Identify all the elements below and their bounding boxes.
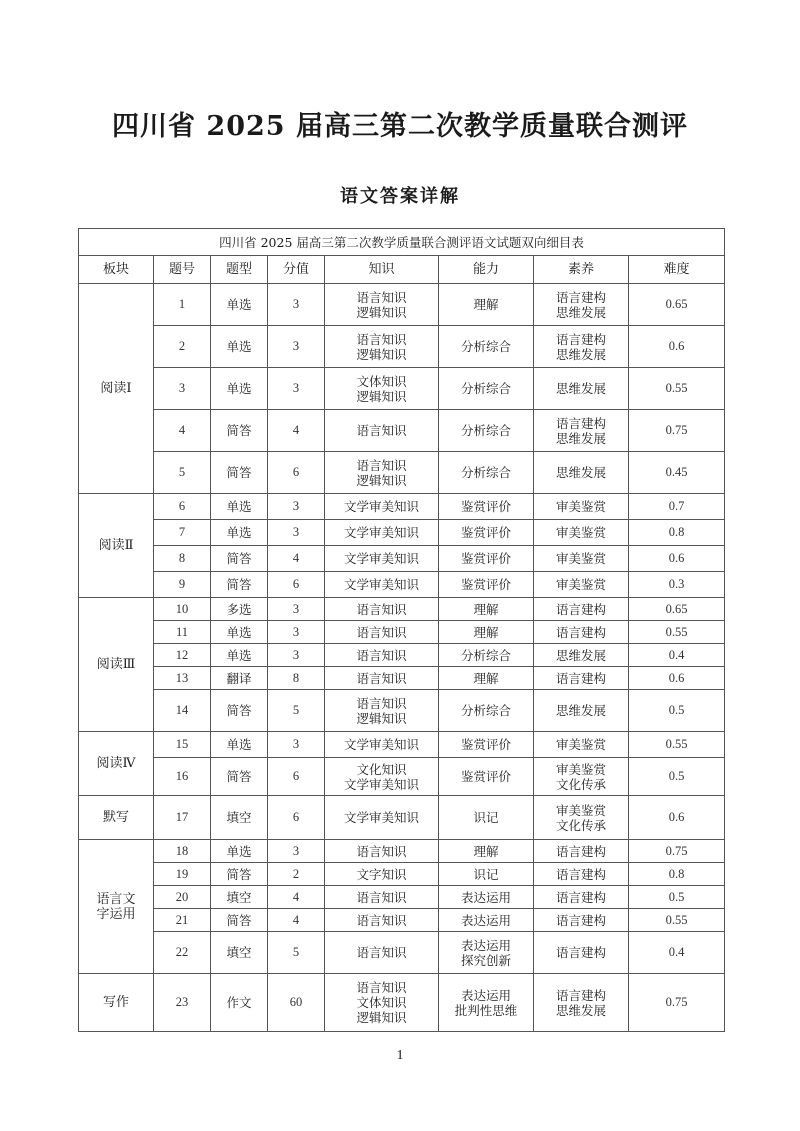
knowledge-line: 文体知识 <box>356 373 407 389</box>
question-type: 单选 <box>211 494 268 520</box>
section-name: 阅读Ⅳ <box>79 732 154 796</box>
difficulty: 0.65 <box>629 284 725 326</box>
literacy-line: 语言建构 <box>555 415 606 431</box>
score: 3 <box>268 368 325 410</box>
ability-line: 分析综合 <box>460 703 511 718</box>
knowledge <box>325 621 439 644</box>
question-number: 17 <box>154 796 211 840</box>
knowledge-line: 语言知识 <box>356 601 407 617</box>
knowledge-line: 文学审美知识 <box>343 810 419 825</box>
question-type: 单选 <box>211 840 268 863</box>
knowledge-line: 逻辑知识 <box>356 304 407 320</box>
ability <box>439 863 534 886</box>
knowledge <box>325 326 439 368</box>
section-name <box>79 840 154 974</box>
section-name: 阅读Ⅰ <box>79 284 154 494</box>
question-number: 19 <box>154 863 211 886</box>
question-type: 翻译 <box>211 667 268 690</box>
ability-line: 表达运用 <box>460 937 511 953</box>
question-type: 作文 <box>211 974 268 1032</box>
ability <box>439 368 534 410</box>
knowledge-line: 语言知识 <box>356 843 407 859</box>
table-row <box>79 932 725 974</box>
table-row <box>79 974 725 1032</box>
knowledge-line: 语言知识 <box>356 912 407 928</box>
score: 5 <box>268 932 325 974</box>
difficulty: 0.3 <box>629 572 725 598</box>
question-type: 简答 <box>211 690 268 732</box>
literacy <box>534 326 629 368</box>
ability-line: 理解 <box>473 843 499 859</box>
knowledge <box>325 546 439 572</box>
question-type: 单选 <box>211 621 268 644</box>
score: 3 <box>268 644 325 667</box>
literacy-line: 思维发展 <box>555 703 606 718</box>
difficulty: 0.45 <box>629 452 725 494</box>
ability <box>439 572 534 598</box>
literacy <box>534 368 629 410</box>
literacy <box>534 452 629 494</box>
ability <box>439 644 534 667</box>
ability <box>439 667 534 690</box>
question-number: 3 <box>154 368 211 410</box>
question-type: 单选 <box>211 520 268 546</box>
knowledge-line: 文字知识 <box>356 866 407 882</box>
literacy-line: 审美鉴赏 <box>555 737 606 752</box>
difficulty: 0.75 <box>629 840 725 863</box>
ability <box>439 732 534 758</box>
score: 2 <box>268 863 325 886</box>
difficulty: 0.4 <box>629 932 725 974</box>
literacy <box>534 546 629 572</box>
question-number: 13 <box>154 667 211 690</box>
table-row <box>79 758 725 796</box>
question-number: 14 <box>154 690 211 732</box>
literacy-line: 文化传承 <box>555 776 606 792</box>
ability-line: 理解 <box>473 297 499 312</box>
score: 3 <box>268 520 325 546</box>
difficulty: 0.8 <box>629 863 725 886</box>
table-row <box>79 690 725 732</box>
table-row <box>79 546 725 572</box>
literacy-line: 思维发展 <box>555 647 606 663</box>
section-name: 默写 <box>79 796 154 840</box>
knowledge-line: 语言知识 <box>356 889 407 905</box>
score: 4 <box>268 410 325 452</box>
ability <box>439 284 534 326</box>
literacy-line: 思维发展 <box>555 381 606 396</box>
literacy-line: 审美鉴赏 <box>555 802 606 818</box>
knowledge-line: 文学审美知识 <box>343 737 419 752</box>
question-type: 简答 <box>211 909 268 932</box>
question-type: 简答 <box>211 758 268 796</box>
knowledge-line: 逻辑知识 <box>356 1010 407 1025</box>
difficulty: 0.55 <box>629 909 725 932</box>
literacy <box>534 572 629 598</box>
difficulty: 0.55 <box>629 368 725 410</box>
knowledge <box>325 732 439 758</box>
ability-line: 鉴赏评价 <box>460 737 511 752</box>
score: 60 <box>268 974 325 1032</box>
question-number: 20 <box>154 886 211 909</box>
literacy <box>534 494 629 520</box>
knowledge-line: 逻辑知识 <box>356 388 407 404</box>
difficulty: 0.5 <box>629 886 725 909</box>
ability-line: 理解 <box>473 670 499 686</box>
score: 6 <box>268 572 325 598</box>
question-number: 23 <box>154 974 211 1032</box>
literacy <box>534 732 629 758</box>
literacy <box>534 974 629 1032</box>
question-type: 单选 <box>211 284 268 326</box>
knowledge-line: 语言知识 <box>356 945 407 960</box>
question-type: 简答 <box>211 546 268 572</box>
header-cell: 题型 <box>211 256 268 284</box>
question-number: 4 <box>154 410 211 452</box>
ability-line: 识记 <box>473 810 499 825</box>
table-row <box>79 667 725 690</box>
ability <box>439 410 534 452</box>
question-type: 填空 <box>211 886 268 909</box>
knowledge-line: 文体知识 <box>356 995 407 1010</box>
score: 6 <box>268 452 325 494</box>
literacy <box>534 840 629 863</box>
question-type: 单选 <box>211 326 268 368</box>
spec-table <box>78 228 725 1032</box>
literacy <box>534 886 629 909</box>
knowledge-line: 语言知识 <box>356 647 407 663</box>
table-caption: 四川省 2025 届高三第二次教学质量联合测评语文试题双向细目表 <box>79 229 725 256</box>
table-row <box>79 840 725 863</box>
ability <box>439 494 534 520</box>
knowledge <box>325 644 439 667</box>
knowledge <box>325 368 439 410</box>
ability <box>439 796 534 840</box>
difficulty: 0.55 <box>629 732 725 758</box>
literacy-line: 语言建构 <box>555 945 606 960</box>
literacy-line: 语言建构 <box>555 331 606 347</box>
literacy-line: 思维发展 <box>555 1002 606 1018</box>
knowledge-line: 逻辑知识 <box>356 346 407 362</box>
difficulty: 0.55 <box>629 621 725 644</box>
ability <box>439 758 534 796</box>
section-name-line: 语言文 <box>96 891 136 907</box>
score: 3 <box>268 621 325 644</box>
literacy <box>534 520 629 546</box>
question-type: 简答 <box>211 452 268 494</box>
ability <box>439 840 534 863</box>
table-header-row <box>79 256 725 284</box>
knowledge <box>325 598 439 621</box>
score: 6 <box>268 796 325 840</box>
table-row <box>79 621 725 644</box>
question-number: 7 <box>154 520 211 546</box>
knowledge <box>325 284 439 326</box>
question-number: 22 <box>154 932 211 974</box>
literacy <box>534 863 629 886</box>
literacy-line: 语言建构 <box>555 987 606 1003</box>
ability-line: 鉴赏评价 <box>460 577 511 592</box>
literacy-line: 语言建构 <box>555 601 606 617</box>
ability-line: 分析综合 <box>460 647 511 663</box>
difficulty: 0.7 <box>629 494 725 520</box>
difficulty: 0.75 <box>629 974 725 1032</box>
literacy <box>534 621 629 644</box>
difficulty: 0.4 <box>629 644 725 667</box>
ability-line: 表达运用 <box>460 987 511 1003</box>
ability-line: 分析综合 <box>460 423 511 438</box>
knowledge <box>325 840 439 863</box>
question-number: 12 <box>154 644 211 667</box>
literacy-line: 思维发展 <box>555 430 606 446</box>
table-row <box>79 796 725 840</box>
question-type: 简答 <box>211 572 268 598</box>
knowledge-line: 语言知识 <box>356 331 407 347</box>
ability-line: 鉴赏评价 <box>460 525 511 540</box>
ability-line: 鉴赏评价 <box>460 769 511 784</box>
ability-line: 鉴赏评价 <box>460 499 511 514</box>
question-type: 单选 <box>211 644 268 667</box>
table-row <box>79 284 725 326</box>
knowledge <box>325 667 439 690</box>
literacy-line: 语言建构 <box>555 889 606 905</box>
question-number: 15 <box>154 732 211 758</box>
table-row <box>79 909 725 932</box>
section-name-line: 字运用 <box>96 906 136 922</box>
section-name: 阅读Ⅲ <box>79 598 154 732</box>
ability <box>439 974 534 1032</box>
score: 3 <box>268 732 325 758</box>
knowledge-line: 语言知识 <box>356 670 407 686</box>
score: 3 <box>268 326 325 368</box>
knowledge-line: 文学审美知识 <box>343 551 419 566</box>
table-row <box>79 326 725 368</box>
literacy <box>534 932 629 974</box>
ability <box>439 452 534 494</box>
table-row <box>79 368 725 410</box>
knowledge <box>325 520 439 546</box>
page-number: 1 <box>396 1048 404 1063</box>
score: 4 <box>268 886 325 909</box>
question-number: 10 <box>154 598 211 621</box>
header-cell: 题号 <box>154 256 211 284</box>
difficulty: 0.6 <box>629 546 725 572</box>
ability-line: 分析综合 <box>460 339 511 354</box>
ability <box>439 520 534 546</box>
knowledge <box>325 572 439 598</box>
literacy-line: 审美鉴赏 <box>555 551 606 566</box>
difficulty: 0.5 <box>629 758 725 796</box>
score: 4 <box>268 909 325 932</box>
table-row <box>79 494 725 520</box>
score: 4 <box>268 546 325 572</box>
difficulty: 0.75 <box>629 410 725 452</box>
ability <box>439 598 534 621</box>
table-row <box>79 863 725 886</box>
knowledge <box>325 452 439 494</box>
question-number: 21 <box>154 909 211 932</box>
knowledge-line: 文学审美知识 <box>343 776 419 792</box>
score: 3 <box>268 284 325 326</box>
table-row <box>79 410 725 452</box>
table-row <box>79 644 725 667</box>
section-name: 写作 <box>79 974 154 1032</box>
table-body <box>79 284 725 1032</box>
ability-line: 表达运用 <box>460 889 511 905</box>
ability <box>439 932 534 974</box>
literacy-line: 思维发展 <box>555 465 606 480</box>
literacy-line: 文化传承 <box>555 817 606 833</box>
score: 3 <box>268 840 325 863</box>
question-type: 简答 <box>211 410 268 452</box>
literacy <box>534 909 629 932</box>
question-number: 16 <box>154 758 211 796</box>
table-row <box>79 572 725 598</box>
page-subtitle: 语文答案详解 <box>340 186 460 207</box>
literacy-line: 审美鉴赏 <box>555 499 606 514</box>
ability-line: 理解 <box>473 601 499 617</box>
question-number: 9 <box>154 572 211 598</box>
difficulty: 0.6 <box>629 796 725 840</box>
literacy-line: 语言建构 <box>555 912 606 928</box>
knowledge-line: 语言知识 <box>356 423 407 438</box>
ability-line: 鉴赏评价 <box>460 551 511 566</box>
question-number: 1 <box>154 284 211 326</box>
literacy-line: 思维发展 <box>555 346 606 362</box>
score: 8 <box>268 667 325 690</box>
question-number: 8 <box>154 546 211 572</box>
question-type: 填空 <box>211 796 268 840</box>
ability <box>439 690 534 732</box>
knowledge-line: 文学审美知识 <box>343 525 419 540</box>
ability-line: 理解 <box>473 624 499 640</box>
knowledge <box>325 932 439 974</box>
header-cell: 分值 <box>268 256 325 284</box>
literacy <box>534 796 629 840</box>
literacy <box>534 758 629 796</box>
question-type: 多选 <box>211 598 268 621</box>
score: 5 <box>268 690 325 732</box>
question-type: 简答 <box>211 863 268 886</box>
ability-line: 批判性思维 <box>454 1002 518 1018</box>
knowledge-line: 逻辑知识 <box>356 472 407 488</box>
table-row <box>79 520 725 546</box>
knowledge <box>325 690 439 732</box>
knowledge-line: 文学审美知识 <box>343 499 419 514</box>
table-row <box>79 452 725 494</box>
difficulty: 0.8 <box>629 520 725 546</box>
ability-line: 分析综合 <box>460 465 511 480</box>
literacy-line: 语言建构 <box>555 289 606 305</box>
table-row <box>79 598 725 621</box>
table-row <box>79 732 725 758</box>
question-number: 18 <box>154 840 211 863</box>
knowledge-line: 语言知识 <box>356 980 407 995</box>
knowledge <box>325 410 439 452</box>
knowledge <box>325 758 439 796</box>
literacy-line: 语言建构 <box>555 843 606 859</box>
knowledge-line: 语言知识 <box>356 624 407 640</box>
ability <box>439 886 534 909</box>
header-cell: 素养 <box>534 256 629 284</box>
difficulty: 0.5 <box>629 690 725 732</box>
difficulty: 0.65 <box>629 598 725 621</box>
ability <box>439 326 534 368</box>
ability-line: 表达运用 <box>460 912 511 928</box>
knowledge <box>325 909 439 932</box>
knowledge-line: 语言知识 <box>356 289 407 305</box>
question-number: 6 <box>154 494 211 520</box>
score: 6 <box>268 758 325 796</box>
literacy-line: 语言建构 <box>555 670 606 686</box>
difficulty: 0.6 <box>629 667 725 690</box>
header-cell: 板块 <box>79 256 154 284</box>
literacy-line: 语言建构 <box>555 624 606 640</box>
ability-line: 分析综合 <box>460 381 511 396</box>
header-cell: 难度 <box>629 256 725 284</box>
ability-line: 识记 <box>473 866 499 882</box>
literacy <box>534 598 629 621</box>
literacy-line: 思维发展 <box>555 304 606 320</box>
literacy-line: 审美鉴赏 <box>555 761 606 777</box>
literacy <box>534 690 629 732</box>
knowledge <box>325 886 439 909</box>
question-type: 单选 <box>211 732 268 758</box>
score: 3 <box>268 494 325 520</box>
header-cell: 知识 <box>325 256 439 284</box>
question-number: 2 <box>154 326 211 368</box>
literacy <box>534 410 629 452</box>
knowledge-line: 文学审美知识 <box>343 577 419 592</box>
literacy <box>534 644 629 667</box>
section-name: 阅读Ⅱ <box>79 494 154 598</box>
ability <box>439 546 534 572</box>
knowledge <box>325 863 439 886</box>
knowledge <box>325 494 439 520</box>
knowledge-line: 逻辑知识 <box>356 710 407 726</box>
knowledge <box>325 796 439 840</box>
literacy-line: 审美鉴赏 <box>555 577 606 592</box>
difficulty: 0.6 <box>629 326 725 368</box>
literacy-line: 语言建构 <box>555 866 606 882</box>
literacy-line: 审美鉴赏 <box>555 525 606 540</box>
question-number: 11 <box>154 621 211 644</box>
score: 3 <box>268 598 325 621</box>
ability-line: 探究创新 <box>460 952 511 968</box>
ability <box>439 621 534 644</box>
literacy <box>534 284 629 326</box>
question-type: 填空 <box>211 932 268 974</box>
knowledge-line: 语言知识 <box>356 695 407 711</box>
header-cell: 能力 <box>439 256 534 284</box>
question-number: 5 <box>154 452 211 494</box>
literacy <box>534 667 629 690</box>
table-row <box>79 886 725 909</box>
question-type: 单选 <box>211 368 268 410</box>
knowledge-line: 文化知识 <box>356 761 407 777</box>
knowledge-line: 语言知识 <box>356 457 407 473</box>
ability <box>439 909 534 932</box>
page-title: 四川省 2025 届高三第二次教学质量联合测评 <box>112 111 688 142</box>
knowledge <box>325 974 439 1032</box>
